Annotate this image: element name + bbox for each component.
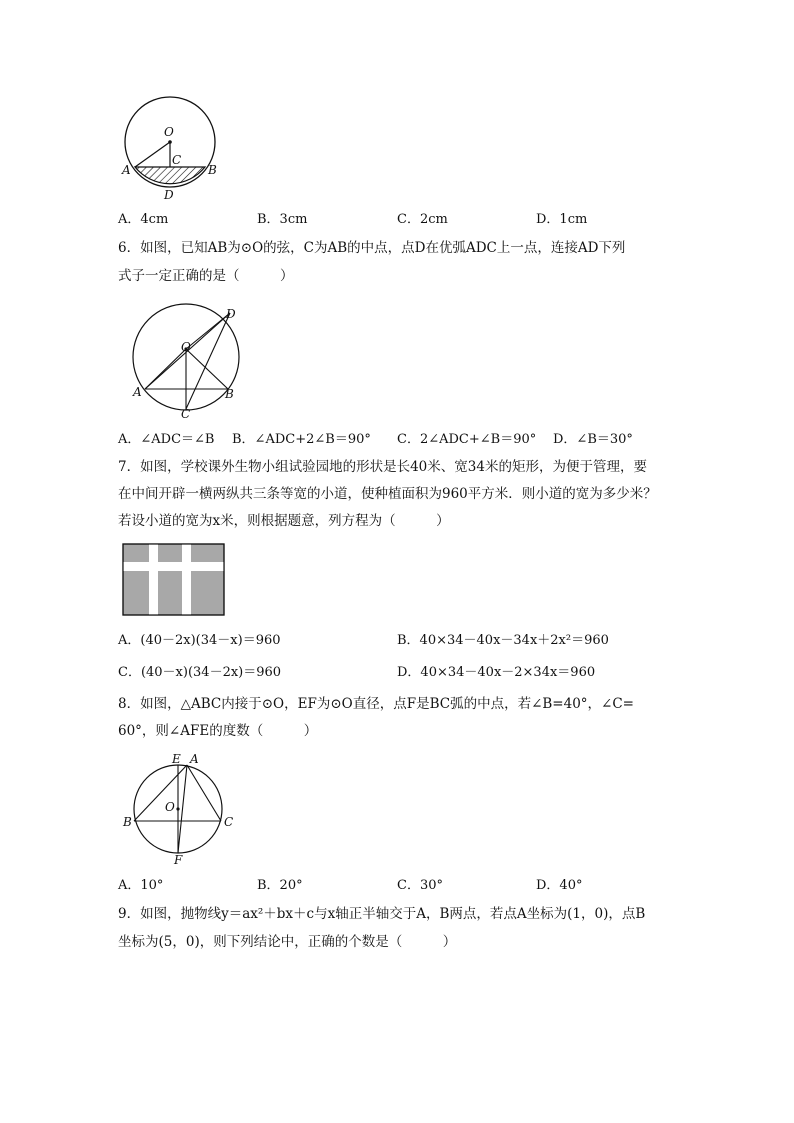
q8-label-c: C [224,815,234,829]
q5-label-o: O [164,125,174,139]
q6-label-a: A [133,385,142,399]
q7-garden-figure [122,543,226,617]
q5-option-c[interactable]: C．2cm [397,212,448,227]
q6-text-line2: 式子一定正确的是（ ） [118,268,294,284]
q5-label-a: A [122,163,131,177]
q7-text-line1: 7．如图，学校课外生物小组试验园地的形状是长40米、宽34米的矩形，为便于管理，要 [118,459,647,475]
q9-text-line2: 坐标为(5，0)，则下列结论中，正确的个数是（ ） [118,934,457,950]
q8-label-a: A [190,752,199,766]
q9-text-line1: 9．如图，抛物线y＝ax²＋bx＋c与x轴正半轴交于A，B两点，若点A坐标为(1，0)，点B [118,906,646,922]
q5-option-a[interactable]: A．4cm [118,212,169,227]
q6-option-a[interactable]: A．∠ADC＝∠B [118,432,215,447]
q8-option-d[interactable]: D．40° [536,878,583,893]
q8-label-f: F [174,853,183,867]
q8-label-b: B [123,815,132,829]
q8-circle-figure [128,755,238,865]
q5-option-b[interactable]: B．3cm [257,212,308,227]
q7-option-d[interactable]: D．40×34－40x－2×34x＝960 [397,665,596,680]
q6-label-c: C [181,407,191,421]
q6-label-d: D [226,307,236,321]
q5-label-d: D [164,188,174,202]
q8-option-a[interactable]: A．10° [118,878,164,893]
q5-label-b: B [208,163,217,177]
q6-option-d[interactable]: D．∠B＝30° [553,432,633,447]
q8-option-b[interactable]: B．20° [257,878,303,893]
q6-option-b[interactable]: B．∠ADC+2∠B＝90° [232,432,371,447]
q8-text-line1: 8．如图，△ABC内接于⊙O，EF为⊙O直径，点F是BC弧的中点，若∠B=40°，∠C= [118,696,634,712]
q7-option-c[interactable]: C．(40－x)(34－2x)＝960 [118,665,282,680]
q7-option-b[interactable]: B．40×34－40x－34x＋2x²＝960 [397,633,609,648]
q6-label-b: B [225,387,234,401]
q6-option-c[interactable]: C．2∠ADC+∠B＝90° [397,432,537,447]
q6-label-o: O [181,340,191,354]
q8-text-line2: 60°，则∠AFE的度数（ ） [118,723,318,739]
q5-option-d[interactable]: D．1cm [536,212,588,227]
q5-label-c: C [172,153,182,167]
q8-option-c[interactable]: C．30° [397,878,443,893]
q7-text-line2: 在中间开辟一横两纵共三条等宽的小道，使种植面积为960平方米．则小道的宽为多少米？ [118,486,657,502]
q8-label-o: O [165,800,175,814]
q7-text-line3: 若设小道的宽为x米，则根据题意，列方程为（ ） [118,513,450,529]
q8-label-e: E [172,752,181,766]
q6-text-line1: 6．如图，已知AB为⊙O的弦，C为AB的中点，点D在优弧ADC上一点，连接AD下列 [118,240,626,256]
q7-option-a[interactable]: A．(40－2x)(34－x)＝960 [118,633,281,648]
